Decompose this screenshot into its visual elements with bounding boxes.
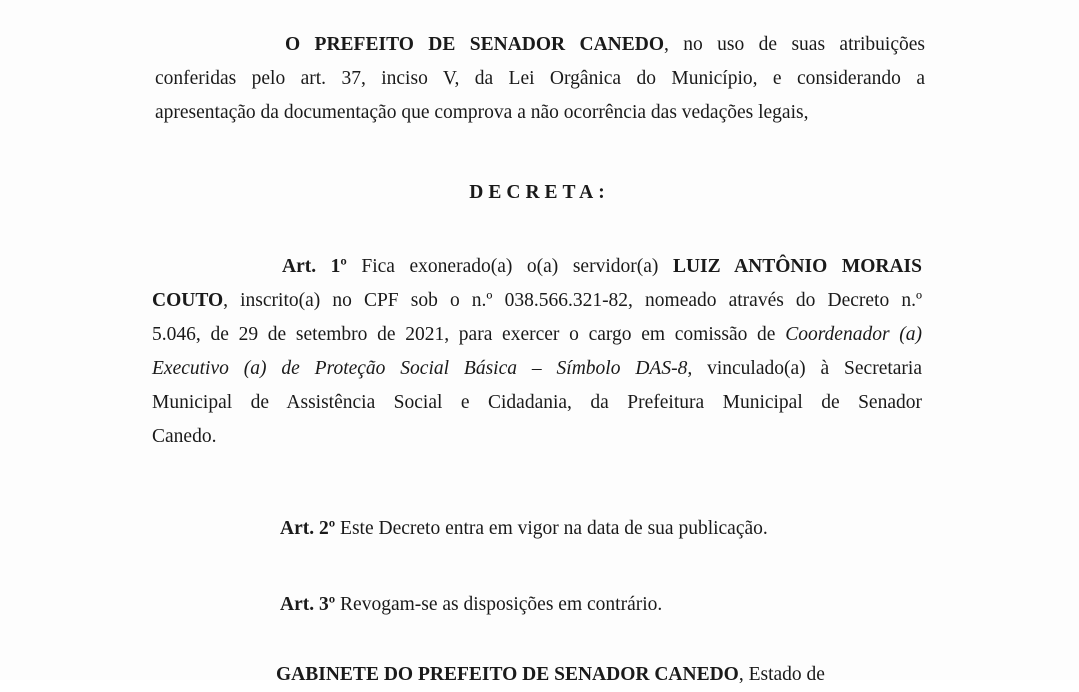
preamble-paragraph [155, 28, 925, 130]
article-2-text: Este Decreto entra em vigor na data de sua publicação. [335, 518, 768, 539]
article-1-text-c: 5.046, de 29 de setembro de 2021, para exercer o cargo em comissão de [152, 324, 786, 345]
position-title-part2: Executivo (a) de Proteção Social Básica – Símbolo DAS-8, [152, 358, 693, 379]
article-1-paragraph [152, 250, 922, 454]
decreta-heading: DECRETA: [469, 182, 610, 203]
closing-paragraph [276, 658, 936, 692]
article-2-paragraph [280, 512, 980, 546]
servant-name-part1: LUIZ ANTÔNIO MORAIS [672, 256, 922, 277]
article-1-text-b: , inscrito(a) no CPF sob o n.º 038.566.321-82, nomeado através do Decreto n.º [223, 290, 922, 311]
preamble-line2: conferidas pelo art. 37, inciso V, da Lei Orgânica do Município, e considerando a [155, 68, 925, 89]
article-1-text-d: vinculado(a) à Secretaria [692, 358, 922, 379]
preamble-line1-rest: , no uso de suas atribuições [664, 34, 925, 55]
cabinet-title: GABINETE DO PREFEITO DE SENADOR CANEDO [276, 664, 739, 685]
article-3-text: Revogam-se as disposições em contrário. [335, 594, 663, 615]
article-3-label: Art. 3º [280, 594, 336, 615]
servant-name-part2: COUTO [152, 290, 224, 311]
article-2-label: Art. 2º [280, 518, 336, 539]
article-1-text-f: Canedo. [152, 426, 217, 447]
closing-text: , Estado de [738, 664, 825, 685]
preamble-line3: apresentação da documentação que comprova a não ocorrência das vedações legais, [155, 102, 809, 123]
article-1-text-a: Fica exonerado(a) o(a) servidor(a) [346, 256, 673, 277]
article-1-label: Art. 1º [282, 256, 347, 277]
position-title-part1: Coordenador (a) [785, 324, 923, 345]
article-1-text-e: Municipal de Assistência Social e Cidadania, da Prefeitura Municipal de Senador [152, 392, 922, 413]
article-3-paragraph [280, 588, 980, 622]
mayor-title: O PREFEITO DE SENADOR CANEDO [285, 34, 665, 55]
